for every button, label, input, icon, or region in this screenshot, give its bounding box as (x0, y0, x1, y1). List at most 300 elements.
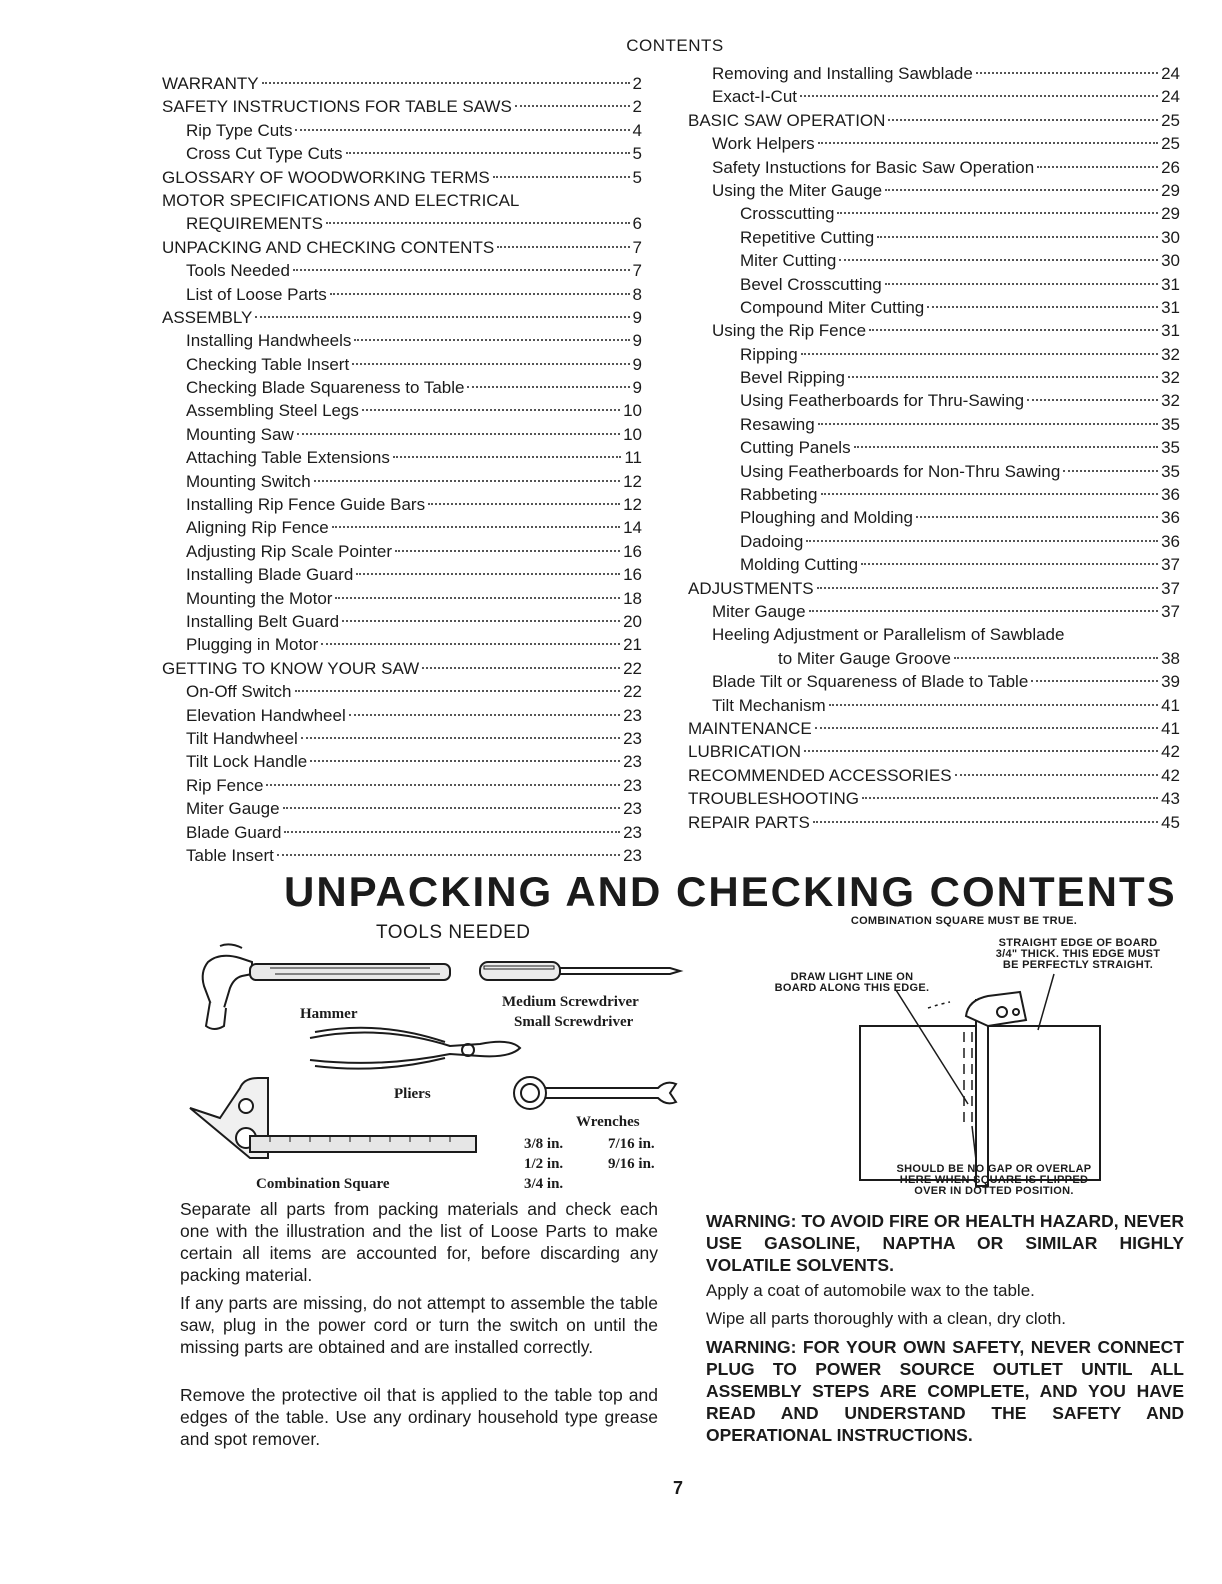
straight-edge-note: 3/4" THICK. THIS EDGE MUST (995, 948, 1161, 960)
toc-entry (688, 460, 1180, 483)
toc-entry (688, 600, 1180, 623)
toc-entry-page: 25 (1161, 110, 1180, 130)
toc-entry-page: 42 (1161, 742, 1180, 762)
toc-entry-label: Using the Miter Gauge (712, 180, 883, 200)
warning-power-source: WARNING: FOR YOUR OWN SAFETY, NEVER CONNECT PLUG TO POWER SOURCE OUTLET UNTIL ALL ASSEMBLY STEPS ARE COMPLETE, AND YOU HAVE READ AND UNDERSTAND THE SAFETY AND OPERATIONAL INSTRUCTIONS. (706, 1337, 1184, 1445)
toc-entry-label: Crosscutting (740, 204, 835, 224)
toc-leader-dots (885, 189, 1158, 191)
toc-leader-dots (354, 339, 629, 341)
toc-entry-label: Aligning Rip Fence (186, 518, 329, 538)
paragraph-wipe: Wipe all parts thoroughly with a clean, dry cloth. (706, 1309, 1067, 1328)
combination-square-diagram (740, 916, 1200, 1206)
straight-edge-note: BE PERFECTLY STRAIGHT. (1002, 959, 1154, 971)
pliers-icon (310, 1028, 520, 1069)
tools-illustration (180, 928, 700, 1198)
toc-entry (688, 85, 1180, 108)
toc-entry (162, 610, 642, 633)
toc-leader-dots (839, 259, 1158, 261)
toc-entry-page: 38 (1161, 648, 1180, 668)
toc-entry-page: 23 (623, 845, 642, 865)
toc-entry-page: 41 (1161, 718, 1180, 738)
toc-entry-label: Elevation Handwheel (186, 705, 346, 725)
toc-entry-label: Tilt Mechanism (712, 695, 826, 715)
toc-entry (688, 811, 1180, 834)
toc-entry-page: 26 (1161, 157, 1180, 177)
toc-leader-dots (283, 807, 621, 809)
toc-leader-dots (1037, 166, 1158, 168)
toc-entry-label: Work Helpers (712, 134, 815, 154)
toc-entry (162, 797, 642, 820)
toc-entry-page: 9 (632, 307, 642, 327)
toc-entry-page: 7 (632, 261, 642, 281)
toc-leader-dots (497, 246, 629, 248)
toc-entry-page: 36 (1161, 508, 1180, 528)
toc-entry (688, 132, 1180, 155)
toc-entry-label: Plugging in Motor (186, 635, 319, 655)
toc-entry (162, 750, 642, 773)
combination-square-label: Combination Square (256, 1176, 390, 1192)
toc-entry-label: Assembling Steel Legs (186, 401, 359, 421)
toc-right-column (688, 62, 1180, 834)
toc-leader-dots (976, 72, 1158, 74)
toc-entry (162, 72, 642, 95)
toc-entry-page: 31 (1161, 321, 1180, 341)
toc-leader-dots (332, 526, 620, 528)
toc-leader-dots (837, 212, 1158, 214)
draw-line-note: DRAW LIGHT LINE ON (790, 971, 914, 983)
toc-entry-page: 30 (1161, 251, 1180, 271)
toc-entry-label: Rip Type Cuts (186, 120, 293, 140)
toc-entry-page: 12 (623, 471, 642, 491)
toc-entry-page: 9 (632, 354, 642, 374)
toc-entry (162, 399, 642, 422)
toc-entry-page: 37 (1161, 601, 1180, 621)
toc-entry-page: 32 (1161, 368, 1180, 388)
toc-entry-label: Bevel Ripping (740, 368, 845, 388)
toc-entry (688, 179, 1180, 202)
toc-leader-dots (255, 316, 629, 318)
page-number: 7 (672, 1478, 683, 1498)
toc-entry-label: Checking Blade Squareness to Table (186, 378, 465, 398)
toc-leader-dots (352, 363, 629, 365)
toc-entry-label: MOTOR SPECIFICATIONS AND ELECTRICAL (162, 190, 520, 210)
toc-entry (162, 95, 642, 118)
toc-leader-dots (342, 620, 620, 622)
toc-leader-dots (817, 587, 1158, 589)
square-blade-shape (976, 1000, 988, 1186)
toc-entry-label: Using the Rip Fence (712, 321, 867, 341)
toc-entry-label: Using Featherboards for Thru-Sawing (740, 391, 1025, 411)
toc-entry-page: 25 (1161, 134, 1180, 154)
toc-entry-label: Using Featherboards for Non-Thru Sawing (740, 461, 1061, 481)
toc-leader-dots (829, 704, 1158, 706)
toc-entry-label: Adjusting Rip Scale Pointer (186, 541, 393, 561)
toc-entry-label: Repetitive Cutting (740, 227, 875, 247)
toc-entry (162, 493, 642, 516)
toc-leader-dots (393, 456, 622, 458)
toc-entry-label: On-Off Switch (186, 682, 292, 702)
toc-leader-dots (428, 503, 620, 505)
toc-entry-label: WARRANTY (162, 74, 259, 93)
toc-leader-dots (877, 236, 1158, 238)
toc-entry-label: LUBRICATION (688, 742, 802, 762)
toc-entry (688, 764, 1180, 787)
toc-entry-page: 12 (623, 495, 642, 515)
toc-entry-page: 18 (623, 588, 642, 608)
toc-entry (162, 633, 642, 656)
toc-entry (688, 249, 1180, 272)
toc-leader-dots (297, 433, 620, 435)
toc-leader-dots (493, 176, 630, 178)
toc-leader-dots (346, 152, 630, 154)
toc-leader-dots (277, 854, 620, 856)
toc-entry-label: Exact-I-Cut (712, 87, 798, 107)
straight-edge-note: STRAIGHT EDGE OF BOARD (998, 937, 1158, 949)
toc-entry-page: 30 (1161, 227, 1180, 247)
pliers-label: Pliers (394, 1086, 431, 1102)
toc-entry-label: Blade Tilt or Squareness of Blade to Table (712, 672, 1029, 692)
toc-leader-dots (955, 774, 1159, 776)
toc-entry (162, 844, 642, 867)
toc-leader-dots (869, 329, 1158, 331)
toc-entry-label: Removing and Installing Sawblade (712, 64, 973, 83)
toc-leader-dots (848, 376, 1158, 378)
section-title: UNPACKING AND CHECKING CONTENTS (284, 868, 1177, 915)
toc-entry (162, 212, 642, 235)
toc-entry (688, 343, 1180, 366)
toc-entry (688, 553, 1180, 576)
toc-entry-label: ASSEMBLY (162, 307, 253, 327)
toc-entry (688, 296, 1180, 319)
toc-entry-page: 35 (1161, 461, 1180, 481)
wrench-size: 9/16 in. (608, 1156, 655, 1172)
toc-entry-label: Mounting the Motor (186, 588, 333, 608)
toc-entry-page: 42 (1161, 765, 1180, 785)
diagram-title: COMBINATION SQUARE MUST BE TRUE. (850, 915, 1078, 927)
toc-entry-page: 32 (1161, 391, 1180, 411)
toc-entry (688, 109, 1180, 132)
gap-note: OVER IN DOTTED POSITION. (914, 1185, 1074, 1197)
toc-entry (688, 787, 1180, 810)
toc-leader-dots (862, 797, 1158, 799)
toc-entry-label: Tools Needed (186, 261, 290, 281)
toc-leader-dots (395, 550, 620, 552)
toc-leader-dots (804, 750, 1158, 752)
toc-entry-page: 5 (632, 167, 642, 187)
draw-line-note: BOARD ALONG THIS EDGE. (774, 982, 930, 994)
toc-entry (162, 166, 642, 189)
toc-entry-page: 5 (632, 144, 642, 164)
toc-leader-dots (1027, 399, 1158, 401)
toc-entry-page: 29 (1161, 204, 1180, 224)
toc-entry (688, 577, 1180, 600)
toc-entry (162, 727, 642, 750)
toc-entry-label: Heeling Adjustment or Parallelism of Sawblade (712, 625, 1065, 645)
toc-entry (688, 694, 1180, 717)
toc-entry-page: 31 (1161, 274, 1180, 294)
toc-entry-page: 10 (623, 424, 642, 444)
toc-entry-page: 9 (632, 331, 642, 351)
toc-entry-page: 43 (1161, 789, 1180, 809)
toc-leader-dots (335, 597, 620, 599)
toc-entry (688, 202, 1180, 225)
toc-entry-page: 11 (624, 448, 642, 468)
wrench-icon (514, 1077, 676, 1109)
toc-entry-page: 20 (623, 611, 642, 631)
toc-leader-dots (295, 129, 629, 131)
toc-entry-page: 7 (632, 237, 642, 257)
toc-entry (688, 647, 1180, 670)
toc-leader-dots (284, 831, 620, 833)
toc-entry-label: Checking Table Insert (186, 354, 350, 374)
toc-leader-dots (813, 821, 1158, 823)
wrench-size: 3/8 in. (524, 1136, 564, 1152)
toc-entry-page: 2 (632, 97, 642, 117)
toc-leader-dots (885, 283, 1158, 285)
toc-entry-label: Attaching Table Extensions (186, 448, 390, 468)
paragraph-missing-parts: If any parts are missing, do not attempt to assemble the table saw, plug in the power cord or turn the switch on until the missing parts are obtained and are installed correctly. (180, 1293, 658, 1357)
toc-entry (688, 62, 1180, 85)
toc-entry (688, 436, 1180, 459)
toc-leader-dots (310, 760, 620, 762)
toc-leader-dots (326, 222, 630, 224)
toc-entry-label: Tilt Lock Handle (186, 752, 308, 772)
toc-entry-page: 37 (1161, 578, 1180, 598)
toc-leader-dots (321, 643, 620, 645)
toc-entry (162, 540, 642, 563)
toc-entry-page: 16 (623, 541, 642, 561)
toc-entry-page: 8 (632, 284, 642, 304)
toc-leader-dots (954, 657, 1158, 659)
toc-entry (688, 623, 1180, 646)
toc-entry (688, 273, 1180, 296)
toc-entry-page: 45 (1161, 812, 1180, 832)
toc-entry (162, 142, 642, 165)
toc-entry-page: 21 (623, 635, 642, 655)
toc-entry-label: REQUIREMENTS (186, 214, 323, 234)
toc-entry (688, 530, 1180, 553)
toc-entry (162, 189, 642, 212)
toc-leader-dots (293, 269, 630, 271)
toc-entry (162, 821, 642, 844)
wrench-size: 3/4 in. (524, 1176, 564, 1192)
toc-entry (688, 156, 1180, 179)
toc-leader-dots (266, 784, 620, 786)
toc-entry (162, 446, 642, 469)
toc-leader-dots (301, 737, 620, 739)
toc-leader-dots (467, 386, 629, 388)
toc-entry (688, 670, 1180, 693)
toc-entry-label: GLOSSARY OF WOODWORKING TERMS (162, 167, 490, 187)
toc-leader-dots (861, 563, 1158, 565)
toc-entry-label: ADJUSTMENTS (688, 578, 814, 598)
toc-entry-page: 36 (1161, 485, 1180, 505)
toc-entry-label: Cross Cut Type Cuts (186, 144, 343, 164)
toc-entry-label: Resawing (740, 414, 815, 434)
toc-leader-dots (1031, 680, 1158, 682)
toc-entry-page: 31 (1161, 297, 1180, 317)
toc-entry-label: Mounting Saw (186, 424, 294, 444)
toc-entry (162, 774, 642, 797)
toc-entry-label: Safety Instuctions for Basic Saw Operation (712, 157, 1035, 177)
toc-entry-page: 35 (1161, 414, 1180, 434)
toc-entry-label: Blade Guard (186, 822, 282, 842)
toc-leader-dots (854, 446, 1159, 448)
toc-entry-page: 37 (1161, 555, 1180, 575)
toc-entry (162, 704, 642, 727)
toc-entry-page: 6 (632, 214, 642, 234)
toc-entry-label: SAFETY INSTRUCTIONS FOR TABLE SAWS (162, 97, 512, 117)
gap-note: HERE WHEN SQUARE IS FLIPPED (899, 1174, 1089, 1186)
toc-entry-page: 23 (623, 752, 642, 772)
toc-entry (162, 423, 642, 446)
toc-leader-dots (515, 105, 630, 107)
toc-entry (688, 389, 1180, 412)
toc-entry-page: 32 (1161, 344, 1180, 364)
toc-entry-label: TROUBLESHOOTING (688, 789, 859, 809)
toc-entry-page: 22 (623, 658, 642, 678)
toc-entry-label: Installing Handwheels (186, 331, 352, 351)
toc-leader-dots (295, 690, 621, 692)
toc-entry-page: 10 (623, 401, 642, 421)
toc-entry-label: Ripping (740, 344, 798, 364)
toc-entry-label: Mounting Switch (186, 471, 311, 491)
toc-leader-dots (356, 573, 620, 575)
toc-entry-label: Cutting Panels (740, 438, 851, 458)
toc-entry-label: RECOMMENDED ACCESSORIES (688, 765, 952, 785)
toc-leader-dots (916, 516, 1158, 518)
toc-leader-dots (888, 119, 1158, 121)
toc-entry-page: 24 (1161, 87, 1180, 107)
toc-entry-page: 23 (623, 705, 642, 725)
toc-entry-label: GETTING TO KNOW YOUR SAW (162, 658, 420, 678)
toc-entry-label: Tilt Handwheel (186, 728, 298, 748)
screwdriver-icon (480, 962, 680, 980)
toc-entry (162, 470, 642, 493)
toc-entry (162, 376, 642, 399)
toc-entry-page: 23 (623, 822, 642, 842)
toc-entry-label: Installing Blade Guard (186, 565, 354, 585)
toc-entry-page: 22 (623, 682, 642, 702)
toc-entry-page: 2 (632, 74, 642, 93)
toc-entry-page: 16 (623, 565, 642, 585)
wrenches-label: Wrenches (576, 1114, 640, 1130)
warning-solvents: WARNING: TO AVOID FIRE OR HEALTH HAZARD, NEVER USE GASOLINE, NAPTHA OR SIMILAR HIGHLY VOLATILE SOLVENTS. (706, 1211, 1184, 1275)
toc-entry-label: Rip Fence (186, 775, 264, 795)
toc-entry-page: 23 (623, 728, 642, 748)
medium-screwdriver-label: Medium Screwdriver (502, 994, 639, 1010)
toc-leader-dots (801, 353, 1158, 355)
toc-leader-dots (927, 306, 1158, 308)
toc-entry (688, 226, 1180, 249)
combination-square-icon (190, 1078, 476, 1158)
toc-leader-dots (422, 667, 620, 669)
toc-entry-label: Table Insert (186, 845, 274, 865)
paragraph-protective-oil: Remove the protective oil that is applied to the table top and edges of the table. Use any ordinary household type grease and spot remover. (180, 1385, 658, 1449)
toc-leader-dots (818, 142, 1158, 144)
toc-entry-page: 23 (623, 799, 642, 819)
toc-entry-page: 41 (1161, 695, 1180, 715)
toc-entry (162, 516, 642, 539)
gap-note: SHOULD BE NO GAP OR OVERLAP (896, 1163, 1092, 1175)
toc-leader-dots (362, 409, 620, 411)
toc-entry (162, 259, 642, 282)
toc-entry-label: BASIC SAW OPERATION (688, 110, 886, 130)
toc-entry (162, 353, 642, 376)
toc-entry-label: Miter Gauge (186, 799, 280, 819)
toc-entry-label: Molding Cutting (740, 555, 859, 575)
toc-leader-dots (349, 714, 620, 716)
toc-entry-label: Bevel Crosscutting (740, 274, 882, 294)
toc-entry-page: 24 (1161, 64, 1180, 83)
toc-entry-page: 4 (632, 120, 642, 140)
toc-entry-page: 36 (1161, 531, 1180, 551)
toc-entry (162, 236, 642, 259)
toc-entry-page: 9 (632, 378, 642, 398)
toc-entry (688, 319, 1180, 342)
toc-entry (162, 119, 642, 142)
toc-left-column (162, 72, 642, 867)
toc-leader-dots (821, 493, 1159, 495)
toc-leader-dots (809, 610, 1159, 612)
toc-entry-label: Ploughing and Molding (740, 508, 913, 528)
toc-entry-label: Dadoing (740, 531, 804, 551)
toc-leader-dots (818, 423, 1158, 425)
toc-entry (688, 483, 1180, 506)
toc-entry-page: 14 (623, 518, 642, 538)
toc-leader-dots (815, 727, 1158, 729)
toc-leader-dots (314, 480, 620, 482)
toc-entry-page: 23 (623, 775, 642, 795)
toc-entry-label: to Miter Gauge Groove (778, 648, 951, 668)
small-screwdriver-label: Small Screwdriver (514, 1014, 634, 1030)
toc-entry-label: Installing Belt Guard (186, 611, 340, 631)
tools-needed-heading: TOOLS NEEDED (376, 922, 531, 943)
toc-entry (688, 413, 1180, 436)
toc-entry-label: Rabbeting (740, 485, 818, 505)
toc-leader-dots (800, 95, 1158, 97)
wrench-size: 1/2 in. (524, 1156, 564, 1172)
toc-entry-label: Miter Cutting (740, 251, 837, 271)
toc-entry-label: Compound Miter Cutting (740, 297, 925, 317)
toc-entry (688, 740, 1180, 763)
toc-entry (162, 283, 642, 306)
toc-leader-dots (262, 82, 630, 84)
toc-entry (688, 366, 1180, 389)
toc-entry-page: 39 (1161, 672, 1180, 692)
toc-entry (688, 506, 1180, 529)
hammer-label: Hammer (300, 1006, 358, 1022)
toc-entry (162, 680, 642, 703)
toc-leader-dots (330, 293, 630, 295)
toc-leader-dots (1063, 470, 1158, 472)
toc-entry-label: REPAIR PARTS (688, 812, 810, 832)
toc-entry (162, 587, 642, 610)
toc-entry (162, 563, 642, 586)
toc-entry (688, 717, 1180, 740)
toc-entry-page: 35 (1161, 438, 1180, 458)
toc-entry-label: MAINTENANCE (688, 718, 812, 738)
paragraph-separate-parts: Separate all parts from packing materials and check each one with the illustration and the list of Loose Parts to make certain all items are accounted for, before discarding any packing material. (180, 1199, 658, 1285)
toc-entry-label: Installing Rip Fence Guide Bars (186, 495, 426, 515)
toc-entry-label: UNPACKING AND CHECKING CONTENTS (162, 237, 495, 257)
toc-entry (162, 657, 642, 680)
wrench-size: 7/16 in. (608, 1136, 655, 1152)
contents-heading: CONTENTS (626, 36, 724, 55)
toc-entry-label: Miter Gauge (712, 601, 806, 621)
paragraph-wax: Apply a coat of automobile wax to the table. (706, 1281, 1035, 1300)
toc-leader-dots (806, 540, 1158, 542)
